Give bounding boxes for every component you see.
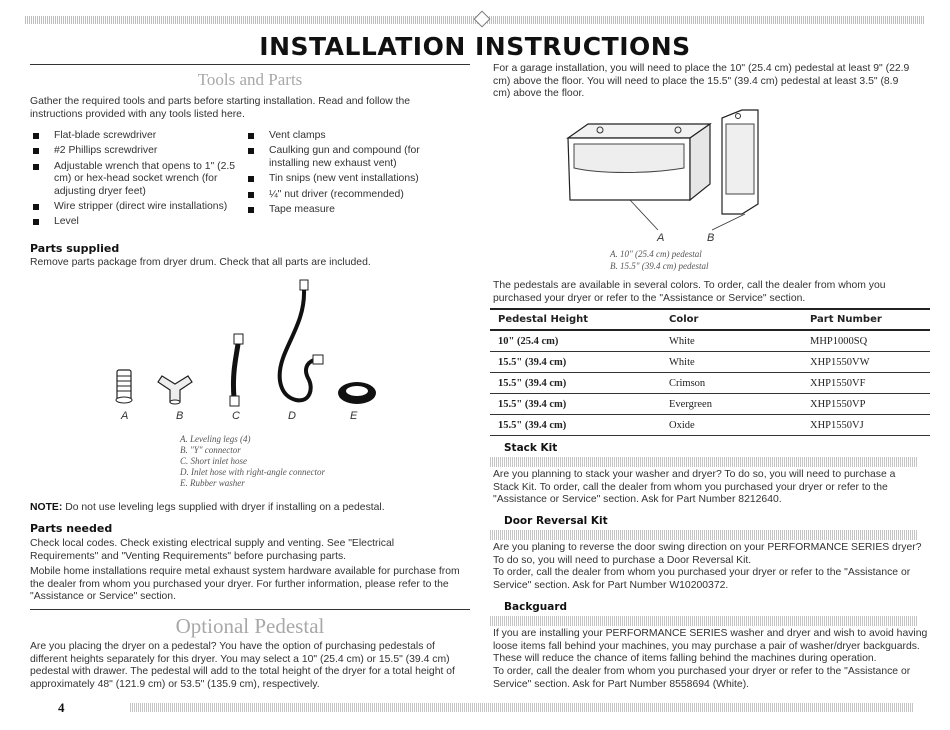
pedestal-table bbox=[490, 308, 930, 436]
pedestal-letter-a: A bbox=[657, 232, 665, 244]
table-cell: 15.5" (39.4 cm) bbox=[490, 352, 661, 373]
page-number: 4 bbox=[58, 700, 65, 715]
tools-list-right bbox=[245, 130, 445, 219]
pedestal-letter-b: B bbox=[707, 232, 715, 244]
optional-pedestal-heading: Optional Pedestal bbox=[175, 614, 325, 638]
door-kit-p1: Are you planing to reverse the door swing direction on your PERFORMANCE SERIES dryer? To do so, you will need to purchase a Door Reversal Kit. bbox=[493, 542, 922, 566]
table-cell: Crimson bbox=[661, 373, 802, 394]
page-title: INSTALLATION INSTRUCTIONS bbox=[259, 32, 691, 61]
table-row bbox=[490, 373, 930, 394]
door-kit-p2: To order, call the dealer from whom you purchased your dryer or refer to the "Assistance or Service" section. Ask for Part Number W10200372. bbox=[493, 567, 911, 591]
stack-kit-heading: Stack Kit bbox=[504, 442, 558, 454]
tools-list-left bbox=[30, 130, 245, 232]
optional-pedestal-text: Are you placing the dryer on a pedestal? You have the option of purchasing pedestals of different heights separately for this dryer. You may select a 10" (25.4 cm) or 15.5" (39.4 cm) pedestal with drawer. The pedestal will add to the total height of the dryer for a total height of approximately 48" (121.9 cm) or 53.5" (135.9 cm), respectively. bbox=[30, 641, 455, 690]
table-cell: Evergreen bbox=[661, 394, 802, 415]
parts-supplied-text: Remove parts package from dryer drum. Check that all parts are included. bbox=[30, 257, 371, 268]
backguard-p2: To order, call the dealer from whom you purchased your dryer or refer to the "Assistance or Service" section. Ask for Part Number 8558694 (White). bbox=[493, 666, 911, 690]
tools-intro: Gather the required tools and parts before starting installation. Read and follow the instructions provided with any tools listed here. bbox=[30, 96, 411, 120]
tool-item: Flat-blade screwdriver bbox=[30, 130, 245, 142]
short-inlet-hose-drawing bbox=[230, 334, 243, 406]
tool-item: Caulking gun and compound (for installing new exhaust vent) bbox=[245, 145, 445, 170]
door-reversal-kit-heading: Door Reversal Kit bbox=[504, 515, 608, 527]
table-header-row bbox=[490, 309, 930, 330]
part-letter-b: B bbox=[176, 410, 184, 422]
header-diamond-ornament bbox=[474, 11, 491, 28]
tool-item: Level bbox=[30, 216, 245, 228]
pedestal-a-drawing bbox=[568, 124, 710, 200]
pedestal-colors-text: The pedestals are available in several colors. To order, call the dealer from whom you purchased your dryer or refer to the "Assistance or Service" section. bbox=[493, 280, 886, 304]
leveling-leg-drawing bbox=[116, 370, 132, 403]
pedestal-b-drawing bbox=[722, 110, 758, 214]
table-cell: 15.5" (39.4 cm) bbox=[490, 394, 661, 415]
pedestal-top-rule bbox=[30, 609, 470, 610]
table-cell: 15.5" (39.4 cm) bbox=[490, 373, 661, 394]
table-row bbox=[490, 352, 930, 373]
tools-top-rule bbox=[30, 64, 470, 65]
table-header-color: Color bbox=[661, 309, 802, 330]
table-cell: XHP1550VF bbox=[802, 373, 930, 394]
backguard-divider bbox=[490, 616, 918, 626]
part-letter-e: E bbox=[350, 410, 358, 422]
table-cell: White bbox=[661, 352, 802, 373]
footer-decorative-bar bbox=[130, 703, 913, 712]
parts-supplied-heading: Parts supplied bbox=[30, 242, 120, 255]
pedestal-caption-b: B. 15.5" (39.4 cm) pedestal bbox=[610, 261, 709, 271]
tool-item: #2 Phillips screwdriver bbox=[30, 145, 245, 157]
backguard-p1: If you are installing your PERFORMANCE SERIES washer and dryer and wish to avoid having loose items fall behind your machines, you may purchase a pair of washer/dryer backguards. These will reduce the chance of items falling behind the machines during operation. bbox=[493, 628, 928, 665]
parts-needed-p1: Check local codes. Check existing electrical supply and venting. See "Electrical Requirements" and "Venting Requirements" before purchasing parts. bbox=[30, 538, 395, 562]
tool-item: Wire stripper (direct wire installations) bbox=[30, 201, 245, 213]
backguard-heading: Backguard bbox=[504, 601, 568, 613]
note-text: Do not use leveling legs supplied with dryer if installing on a pedestal. bbox=[62, 502, 385, 513]
table-cell: XHP1550VW bbox=[802, 352, 930, 373]
parts-caption: C. Short inlet hose bbox=[180, 456, 247, 466]
rubber-washer-drawing bbox=[338, 382, 376, 404]
door-kit-divider bbox=[490, 530, 918, 540]
part-letter-c: C bbox=[232, 410, 240, 422]
part-letter-d: D bbox=[288, 410, 296, 422]
table-row bbox=[490, 415, 930, 436]
parts-needed-heading: Parts needed bbox=[30, 522, 113, 535]
tool-item: Adjustable wrench that opens to 1" (2.5 cm) or hex-head socket wrench (for adjusting dryer feet) bbox=[30, 161, 245, 198]
table-cell: XHP1550VP bbox=[802, 394, 930, 415]
parts-caption: A. Leveling legs (4) bbox=[180, 434, 251, 444]
table-cell: MHP1000SQ bbox=[802, 330, 930, 352]
table-cell: XHP1550VJ bbox=[802, 415, 930, 436]
tool-item: Vent clamps bbox=[245, 130, 445, 142]
y-connector-drawing bbox=[158, 376, 192, 404]
table-cell: 15.5" (39.4 cm) bbox=[490, 415, 661, 436]
part-letter-a: A bbox=[121, 410, 129, 422]
pedestal-caption-a: A. 10" (25.4 cm) pedestal bbox=[610, 249, 702, 259]
table-cell: White bbox=[661, 330, 802, 352]
table-row bbox=[490, 330, 930, 352]
parts-captions bbox=[180, 434, 325, 489]
parts-caption: B. "Y" connector bbox=[180, 445, 241, 455]
tools-heading: Tools and Parts bbox=[197, 70, 303, 89]
table-cell: 10" (25.4 cm) bbox=[490, 330, 661, 352]
parts-caption: D. Inlet hose with right-angle connector bbox=[180, 467, 325, 477]
table-cell: Oxide bbox=[661, 415, 802, 436]
tool-item: Tin snips (new vent installations) bbox=[245, 173, 445, 185]
tool-item: Tape measure bbox=[245, 204, 445, 216]
pedestals-illustration bbox=[560, 108, 765, 238]
table-header-height: Pedestal Height bbox=[490, 309, 661, 330]
stack-kit-text: Are you planning to stack your washer and dryer? To do so, you will need to purchase a Stack Kit. To order, call the dealer from whom you purchased your dryer or refer to the "Assistance or Service" section. Ask for Part Number 8212640. bbox=[493, 469, 896, 506]
tool-item: ¼" nut driver (recommended) bbox=[245, 189, 445, 201]
parts-illustration bbox=[100, 278, 390, 413]
parts-caption: E. Rubber washer bbox=[180, 478, 245, 488]
stack-kit-divider bbox=[490, 457, 918, 467]
garage-installation-text: For a garage installation, you will need to place the 10" (25.4 cm) pedestal at least 9" (22.9 cm) above the floor. You will need to place the 15.5" (39.4 cm) pedestal at least 3.5" (8.9 cm) above the floor. bbox=[493, 63, 910, 100]
note-label: NOTE: bbox=[30, 502, 63, 513]
long-inlet-hose-drawing bbox=[280, 280, 323, 400]
table-row bbox=[490, 394, 930, 415]
parts-needed-p2: Mobile home installations require metal exhaust system hardware available for purchase from the dealer from whom you purchased your dryer. For further information, please refer to the "Assistance or Service" section. bbox=[30, 566, 460, 603]
table-header-part-number: Part Number bbox=[802, 309, 930, 330]
note-paragraph bbox=[30, 502, 470, 515]
